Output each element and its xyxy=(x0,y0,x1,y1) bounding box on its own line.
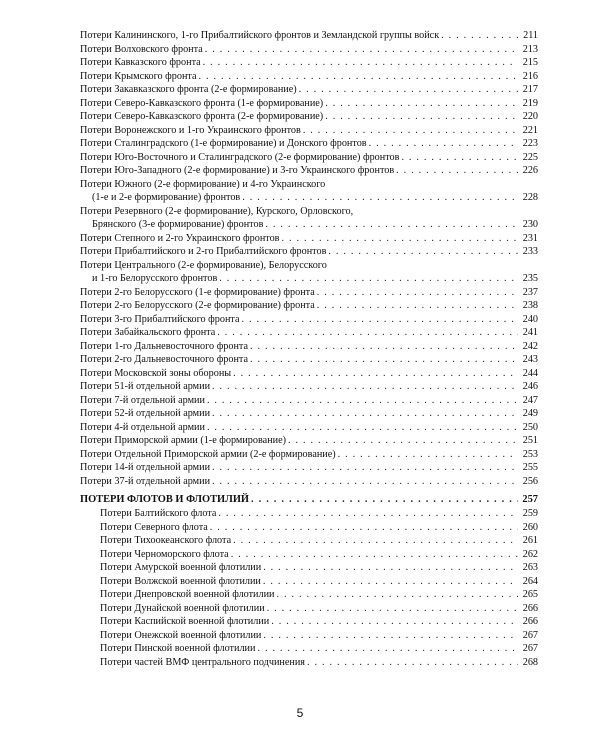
toc-entry-page: 228 xyxy=(522,192,538,203)
toc-entry-title: Потери Амурской военной флотилии xyxy=(100,562,262,573)
toc-entry xyxy=(80,232,538,246)
toc-entry-page: 233 xyxy=(522,246,538,257)
toc-entry-title: Потери частей ВМФ центрального подчинения xyxy=(100,656,305,668)
toc-entry xyxy=(80,421,538,435)
toc-entry xyxy=(80,286,538,300)
toc-entry-title: Потери Степного и 2-го Украинского фронтов xyxy=(80,232,280,244)
toc-entry-page: 225 xyxy=(522,151,538,163)
toc-entry xyxy=(80,434,538,448)
toc-entry xyxy=(80,367,538,381)
toc-entry-page: 246 xyxy=(522,381,538,392)
toc-entry-reserve-front xyxy=(80,205,538,232)
toc-entry-title: Потери Резервного (2-е формирование), Курского, Орловского, xyxy=(80,205,354,217)
toc-entry-title: Потери Тихоокеанского флота xyxy=(100,535,232,546)
toc-entry-title: Потери Дунайской военной флотилии xyxy=(100,602,265,614)
toc-entry xyxy=(80,326,538,340)
toc-entry-title: Потери Кавказского фронта xyxy=(80,57,201,68)
toc-entry-title: Потери 1-го Дальневосточного фронта xyxy=(80,340,249,352)
toc-entry-page: 253 xyxy=(522,448,538,460)
toc-entry-title-continued: и 1-го Белорусского фронтов xyxy=(92,273,218,284)
toc-entry xyxy=(80,602,538,616)
dot-leader xyxy=(219,272,518,286)
toc-entry-page: 242 xyxy=(522,340,538,352)
toc-entry-page: 216 xyxy=(522,70,538,82)
dot-leader xyxy=(212,407,518,421)
dot-leader xyxy=(396,164,518,178)
toc-entry-page: 256 xyxy=(522,475,538,487)
toc-entry xyxy=(80,548,538,562)
toc-entry-page: 237 xyxy=(522,286,538,298)
toc-entry-page: 238 xyxy=(522,300,538,311)
toc-entry xyxy=(80,164,538,178)
dot-leader xyxy=(338,448,518,462)
dot-leader xyxy=(271,615,518,629)
toc-entry-title: Потери Юго-Западного (2-е формирование) и 3-го Украинского фронтов xyxy=(80,165,395,176)
toc-entry-title: Потери Центрального (2-е формирование), Белорусского xyxy=(80,259,327,271)
toc-entry-page: 255 xyxy=(522,462,538,473)
toc-entry-title: Потери Волжской военной флотилии xyxy=(100,575,261,587)
toc-entry-page: 217 xyxy=(522,84,538,95)
toc-entry xyxy=(80,70,538,84)
toc-entry xyxy=(80,299,538,313)
toc-entry-title: Потери Приморской армии (1-е формирование) xyxy=(80,435,287,446)
toc-entry xyxy=(80,656,538,670)
toc-entry-page: 267 xyxy=(522,643,538,654)
toc-entry-page: 259 xyxy=(522,508,538,519)
toc-entry-title: Потери 2-го Дальневосточного фронта xyxy=(80,354,249,365)
dot-leader xyxy=(325,97,518,111)
toc-entry-title: Потери Днепровской военной флотилии xyxy=(100,589,275,600)
toc-entry-page: 230 xyxy=(522,219,538,230)
toc-entry xyxy=(80,575,538,589)
toc-entry-title: Потери Московской зоны обороны xyxy=(80,367,232,379)
army-entries-group-c xyxy=(80,286,538,489)
toc-entry-title: Потери 14-й отдельной армии xyxy=(80,462,211,473)
toc-entry-title: Потери 52-й отдельной армии xyxy=(80,408,211,419)
toc-entry-page: 267 xyxy=(522,629,538,641)
toc-entry-title: Потери Южного (2-е формирование) и 4-го Украинского xyxy=(80,178,326,190)
toc-entry-title: Потери 51-й отдельной армии xyxy=(80,381,211,392)
toc-entry-page: 241 xyxy=(522,327,538,338)
toc-entry xyxy=(80,340,538,354)
dot-leader xyxy=(218,507,518,521)
toc-entry-title: Потери Северо-Кавказского фронта (2-е формирование) xyxy=(80,111,324,122)
toc-entry-title-continued: (1-е и 2-е формирование) фронтов xyxy=(92,192,241,203)
toc-entry-title: Потери Пинской военной флотилии xyxy=(100,643,256,654)
dot-leader xyxy=(250,340,518,354)
toc-entry xyxy=(80,83,538,97)
dot-leader xyxy=(250,353,518,367)
toc-entry-page: 261 xyxy=(522,535,538,546)
toc-entry-page: 265 xyxy=(522,589,538,600)
toc-entry xyxy=(80,588,538,602)
dot-leader xyxy=(303,124,518,138)
page-number: 5 xyxy=(296,706,304,720)
toc-entry xyxy=(80,615,538,629)
dot-leader xyxy=(212,461,518,475)
toc-entry xyxy=(80,137,538,151)
toc-entry xyxy=(80,448,538,462)
dot-leader xyxy=(282,232,519,246)
toc-entry-page: 221 xyxy=(522,124,538,136)
toc-entry-page: 223 xyxy=(522,138,538,149)
toc-entry-title: Потери Воронежского и 1-го Украинского фронтов xyxy=(80,124,301,136)
toc-entry-title: Потери Онежской военной флотилии xyxy=(100,629,262,641)
toc-entry-page: 231 xyxy=(522,232,538,244)
dot-leader xyxy=(263,561,518,575)
toc-entry xyxy=(80,151,538,165)
toc-entry-title: Потери Калининского, 1-го Прибалтийского фронтов и Земландской группы войск xyxy=(80,30,440,41)
dot-leader xyxy=(263,629,518,643)
toc-entry-title: Потери Забайкальского фронта xyxy=(80,327,216,338)
toc-section-heading xyxy=(80,493,538,507)
toc-entry-southern-front xyxy=(80,178,538,205)
toc-entry-title: Потери Северного флота xyxy=(100,521,208,533)
toc-entry-title: Потери Черноморского флота xyxy=(100,548,229,560)
dot-leader xyxy=(210,521,518,535)
toc-entry-page: 220 xyxy=(522,111,538,122)
dot-leader xyxy=(207,394,518,408)
dot-leader xyxy=(307,656,518,670)
dot-leader xyxy=(369,137,518,151)
fleet-entries-group xyxy=(80,507,538,669)
toc-entry-page: 249 xyxy=(522,408,538,419)
toc-entry xyxy=(80,110,538,124)
toc-entry-title: Потери Каспийской военной флотилии xyxy=(100,616,270,627)
army-entries-group-b xyxy=(80,232,538,259)
toc-entry-title: Потери Балтийского флота xyxy=(100,508,217,519)
toc-entry-page: 260 xyxy=(522,521,538,533)
toc-entry xyxy=(80,475,538,489)
toc-entry xyxy=(80,629,538,643)
toc-entry-title: Потери Закавказского фронта (2-е формирование) xyxy=(80,84,297,95)
toc-entry xyxy=(80,29,538,43)
dot-leader xyxy=(212,475,518,489)
toc-entry-title: Потери Волховского фронта xyxy=(80,43,203,55)
dot-leader xyxy=(212,380,518,394)
dot-leader xyxy=(205,43,518,57)
toc-entry-title: Потери 2-го Белорусского (2-е формирование) фронта xyxy=(80,300,315,311)
toc-entry-title: Потери 2-го Белорусского (1-е формирование) фронта xyxy=(80,286,315,298)
dot-leader xyxy=(203,56,518,70)
army-entries-group-a xyxy=(80,29,538,178)
toc-entry-page: 251 xyxy=(522,435,538,446)
toc-entry-title: Потери 7-й отдельной армии xyxy=(80,394,205,406)
toc-entry-page: 213 xyxy=(522,43,538,55)
toc-entry-page: 250 xyxy=(522,421,538,433)
toc-entry xyxy=(80,521,538,535)
dot-leader xyxy=(257,642,518,656)
toc-entry xyxy=(80,461,538,475)
toc-entry-page: 235 xyxy=(522,273,538,284)
toc-entry-page: 266 xyxy=(522,616,538,627)
dot-leader xyxy=(233,367,518,381)
toc-entry xyxy=(80,561,538,575)
dot-leader xyxy=(401,151,518,165)
toc-entry xyxy=(80,313,538,327)
toc-entry-title: Потери Северо-Кавказского фронта (1-е формирование) xyxy=(80,97,324,109)
toc-entry-page: 262 xyxy=(522,548,538,560)
toc-entry xyxy=(80,97,538,111)
dot-leader xyxy=(242,313,518,327)
dot-leader xyxy=(242,191,518,205)
toc-entry-title: Потери Отдельной Приморской армии (2-е формирование) xyxy=(80,448,336,460)
section-title: ПОТЕРИ ФЛОТОВ И ФЛОТИЛИЙ xyxy=(80,494,249,505)
toc-entry-title: Потери 4-й отдельной армии xyxy=(80,421,205,433)
toc-entry xyxy=(80,56,538,70)
dot-leader xyxy=(263,575,518,589)
dot-leader xyxy=(233,534,518,548)
dot-leader xyxy=(299,83,518,97)
dot-leader xyxy=(217,326,518,340)
toc-entry-page: 247 xyxy=(522,394,538,406)
dot-leader xyxy=(199,70,518,84)
toc-entry-page: 268 xyxy=(522,656,538,668)
toc-entry-central-front xyxy=(80,259,538,286)
dot-leader xyxy=(265,218,518,232)
dot-leader xyxy=(328,245,518,259)
toc-entry xyxy=(80,43,538,57)
dot-leader xyxy=(277,588,519,602)
toc-entry-page: 219 xyxy=(522,97,538,109)
dot-leader xyxy=(317,286,518,300)
toc-entry-title: Потери Прибалтийского и 2-го Прибалтийского фронтов xyxy=(80,246,327,257)
toc-entry xyxy=(80,380,538,394)
dot-leader xyxy=(231,548,518,562)
toc-entry-page: 266 xyxy=(522,602,538,614)
toc-entry-page: 243 xyxy=(522,354,538,365)
toc-entry-page: 211 xyxy=(523,30,538,41)
toc-entry-page: 244 xyxy=(522,367,538,379)
toc-entry xyxy=(80,507,538,521)
toc-entry-page: 215 xyxy=(522,57,538,68)
dot-leader xyxy=(207,421,518,435)
dot-leader xyxy=(441,29,518,43)
toc-entry-title: Потери 37-й отдельной армии xyxy=(80,475,211,487)
toc-entry xyxy=(80,407,538,421)
toc-entry-title: Потери Юго-Восточного и Сталинградского (2-е формирование) фронтов xyxy=(80,151,400,163)
section-page: 257 xyxy=(522,494,538,505)
dot-leader xyxy=(251,493,518,507)
dot-leader xyxy=(325,110,518,124)
toc-entry-title: Потери Крымского фронта xyxy=(80,70,197,82)
toc-entry-page: 263 xyxy=(522,562,538,573)
toc-entry-page: 226 xyxy=(522,165,538,176)
toc-entry xyxy=(80,245,538,259)
dot-leader xyxy=(317,299,518,313)
toc-entry xyxy=(80,394,538,408)
toc-entry-page: 264 xyxy=(522,575,538,587)
toc-entry-title: Потери Сталинградского (1-е формирование) и Донского фронтов xyxy=(80,138,367,149)
toc-entry xyxy=(80,534,538,548)
toc-entry xyxy=(80,124,538,138)
table-of-contents xyxy=(80,29,538,669)
dot-leader xyxy=(267,602,518,616)
toc-entry-title: Потери 3-го Прибалтийского фронта xyxy=(80,313,240,325)
toc-entry xyxy=(80,353,538,367)
toc-entry-page: 240 xyxy=(522,313,538,325)
toc-entry xyxy=(80,642,538,656)
toc-entry-title-continued: Брянского (3-е формирование) фронтов xyxy=(92,219,264,230)
dot-leader xyxy=(288,434,518,448)
